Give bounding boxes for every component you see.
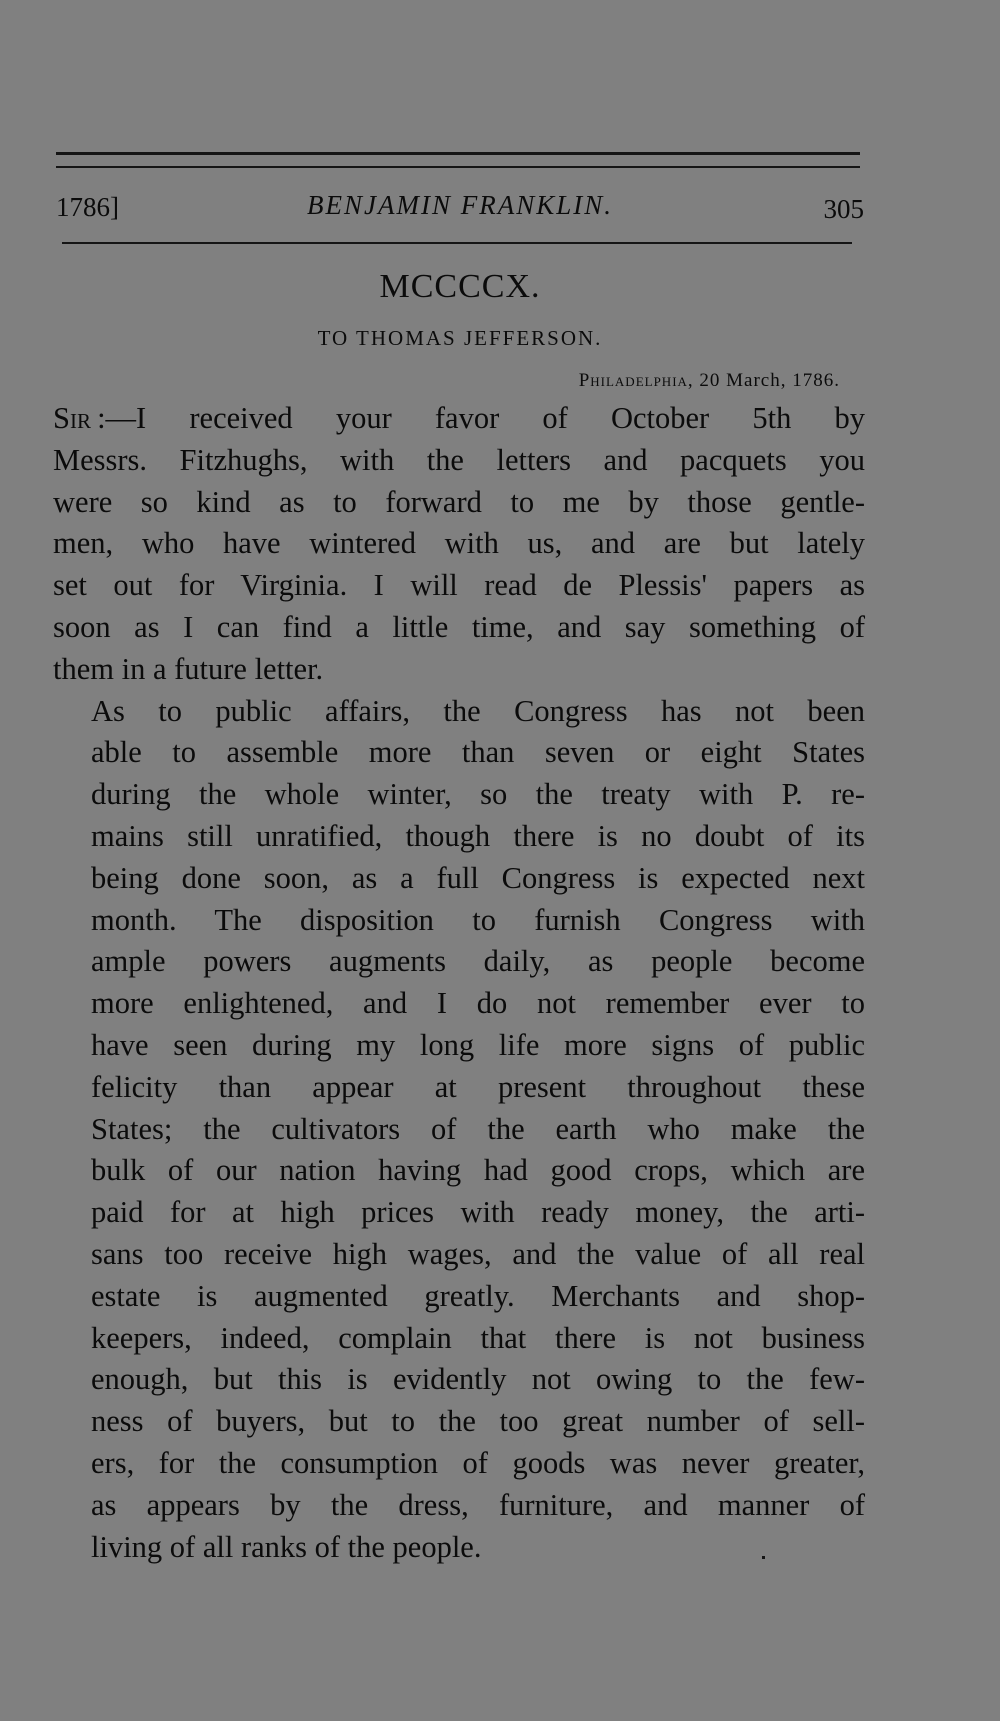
- letter-number: MCCCCX.: [379, 268, 541, 305]
- body-line: living of all ranks of the people.: [91, 1529, 482, 1564]
- body-line: Sir :—I received your favor of October 5th by: [53, 401, 865, 435]
- body-line: States; the cultivators of the earth who make the: [91, 1111, 865, 1146]
- body-line: ers, for the consumption of goods was never greater,: [91, 1445, 865, 1480]
- body-line: mains still unratified, though there is no doubt of its: [91, 818, 865, 853]
- body-line: being done soon, as a full Congress is expected next: [91, 860, 865, 895]
- body-line: bulk of our nation having had good crops, which are: [91, 1153, 865, 1188]
- body-line: them in a future letter.: [53, 651, 324, 686]
- body-line: ness of buyers, but to the too great number of sell-: [91, 1404, 865, 1439]
- body-line: Messrs. Fitzhughs, with the letters and pacquets you: [53, 442, 865, 477]
- body-line: paid for at high prices with ready money, the arti-: [91, 1195, 865, 1230]
- body-line: ample powers augments daily, as people become: [91, 944, 865, 979]
- page-number: 305: [823, 194, 864, 224]
- body-line: month. The disposition to furnish Congress with: [91, 902, 865, 937]
- body-line: sans too receive high wages, and the value of all real: [91, 1236, 865, 1271]
- body-line: more enlightened, and I do not remember ever to: [91, 986, 865, 1021]
- top-double-rule-upper: [56, 152, 860, 155]
- paragraph-1: [53, 398, 865, 691]
- running-header: [56, 188, 864, 228]
- body-line: estate is augmented greatly. Merchants and shop-: [91, 1278, 865, 1313]
- body-line: were so kind as to forward to me by those gentle-: [53, 484, 865, 519]
- dateline-place: Philadelphia,: [578, 370, 694, 391]
- salutation: Sir: [53, 401, 91, 435]
- letter-recipient: TO THOMAS JEFFERSON.: [317, 326, 603, 350]
- dateline: [579, 370, 840, 392]
- body-line: men, who have wintered with us, and are but lately: [53, 526, 865, 561]
- header-year: 1786]: [56, 192, 119, 222]
- body-line: felicity than appear at present throughout these: [91, 1069, 865, 1104]
- print-speck: [762, 1556, 765, 1559]
- body-line: have seen during my long life more signs of public: [91, 1027, 865, 1062]
- body-line: as appears by the dress, furniture, and manner of: [91, 1487, 865, 1522]
- body-line: enough, but this is evidently not owing to the few-: [91, 1362, 865, 1397]
- body-line: set out for Virginia. I will read de Plessis' papers as: [53, 568, 865, 603]
- header-rule: [62, 242, 852, 244]
- body-line: able to assemble more than seven or eight States: [91, 735, 865, 770]
- top-double-rule-lower: [56, 166, 860, 168]
- letter-body: [53, 398, 865, 1568]
- paragraph-2: [53, 691, 865, 1569]
- body-line: during the whole winter, so the treaty with P. re-: [91, 777, 865, 812]
- body-line: As to public affairs, the Congress has not been: [91, 693, 865, 728]
- body-line: keepers, indeed, complain that there is not business: [91, 1320, 865, 1355]
- body-line: soon as I can find a little time, and say something of: [53, 609, 865, 644]
- dateline-date: 20 March, 1786.: [699, 370, 840, 391]
- running-title: BENJAMIN FRANKLIN.: [307, 190, 613, 220]
